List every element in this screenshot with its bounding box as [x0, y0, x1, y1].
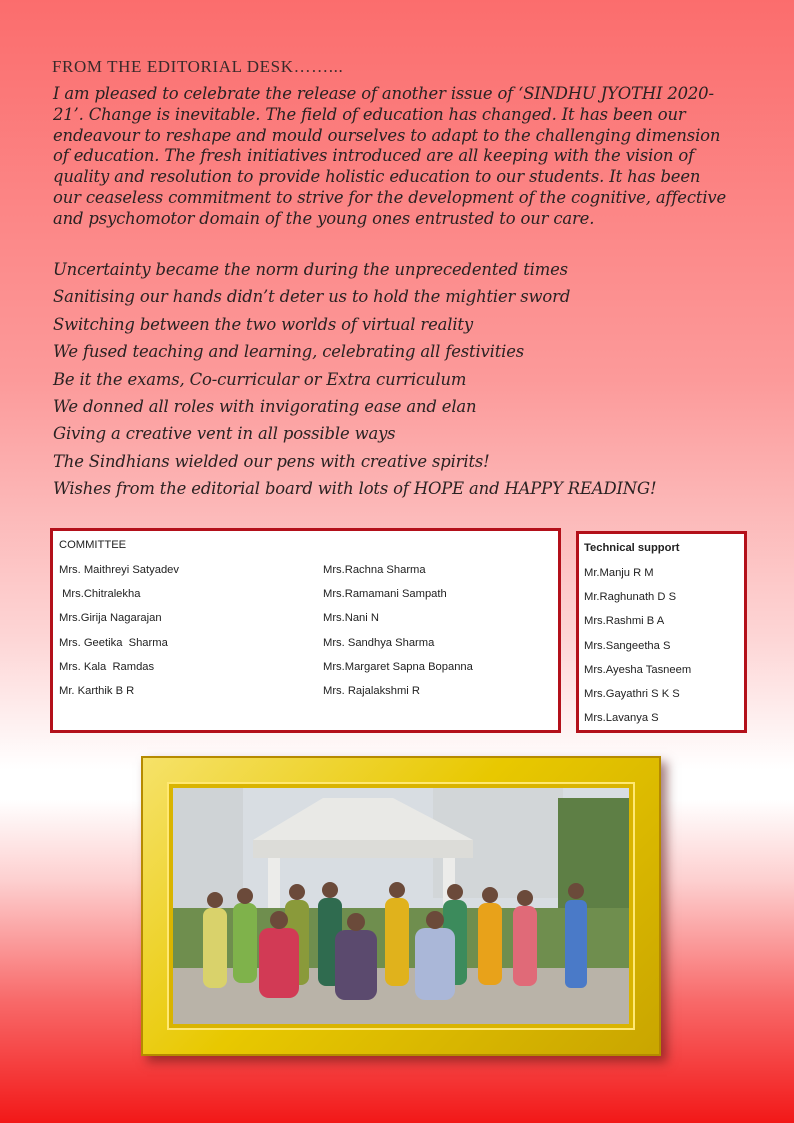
- committee-member: Mrs. Maithreyi Satyadev: [59, 564, 179, 576]
- committee-column-two: [323, 563, 473, 708]
- poem-line: Uncertainty became the norm during the unprecedented times: [53, 260, 568, 279]
- technical-support-member: Mrs.Rashmi B A: [584, 615, 665, 628]
- committee-member: Mrs.Margaret Sapna Bopanna: [323, 660, 473, 673]
- group-photo: [173, 788, 629, 1024]
- technical-support-member: Mr.Raghunath D S: [584, 591, 677, 604]
- technical-support-member: Mrs.Sangeetha S: [584, 639, 671, 652]
- editorial-heading: FROM THE EDITORIAL DESK……...: [52, 57, 344, 76]
- poem-line: Wishes from the editorial board with lots of HOPE and HAPPY READING!: [53, 479, 657, 499]
- poem-line: Giving a creative vent in all possible ways: [53, 424, 396, 444]
- committee-member: Mrs. Rajalakshmi R: [323, 684, 420, 697]
- committee-column-one: [59, 563, 179, 708]
- technical-support-member: Mrs.Lavanya S: [584, 712, 659, 725]
- poem-line: The Sindhians wielded our pens with creative spirits!: [53, 451, 490, 471]
- technical-support-member: Mr.Manju R M: [584, 567, 654, 579]
- committee-member: Mrs. Geetika Sharma: [59, 636, 168, 649]
- committee-title: COMMITTEE: [59, 539, 127, 551]
- poem-line: We fused teaching and learning, celebrating all festivities: [53, 342, 525, 362]
- committee-member: Mrs.Nani N: [323, 612, 379, 625]
- photo-frame: [141, 756, 661, 1056]
- poem-line: Be it the exams, Co-curricular or Extra curriculum: [53, 369, 467, 389]
- technical-support-list: [584, 566, 691, 735]
- photo-frame-inner: [169, 784, 633, 1028]
- committee-member: Mrs.Chitralekha: [59, 588, 141, 601]
- technical-support-member: Mrs.Gayathri S K S: [584, 687, 680, 700]
- editorial-poem: [53, 256, 656, 503]
- poem-line: We donned all roles with invigorating ease and elan: [53, 396, 477, 416]
- technical-support-member: Mrs.Ayesha Tasneem: [584, 663, 692, 676]
- committee-member: Mr. Karthik B R: [59, 684, 135, 697]
- poem-line: Sanitising our hands didn’t deter us to hold the mightier sword: [53, 287, 571, 307]
- committee-member: Mrs.Ramamani Sampath: [323, 588, 447, 601]
- committee-member: Mrs.Girija Nagarajan: [59, 612, 162, 625]
- committee-member: Mrs. Kala Ramdas: [59, 660, 155, 673]
- editorial-paragraph: I am pleased to celebrate the release of another issue of ‘SINDHU JYOTHI 2020-21’. Change is inevitable. The field of education has changed. It has been our endeavour to reshape and mould ourselves to adapt to the challenging dimension of education. The fresh initiatives introduced are all keeping with the vision of quality and resolution to provide holistic education to our students. It has been our ceaseless commitment to strive for the development of the cognitive, affective and psychomotor domain of the young ones entrusted to our care.: [53, 84, 727, 228]
- technical-support-title: Technical support: [584, 542, 680, 554]
- left-building: [173, 788, 243, 908]
- committee-member: Mrs. Sandhya Sharma: [323, 636, 435, 649]
- group-photo-illustration: [173, 788, 629, 1024]
- committee-box: [50, 528, 561, 733]
- technical-support-box: [576, 531, 747, 733]
- gazebo-eave: [253, 840, 473, 858]
- committee-member: Mrs.Rachna Sharma: [323, 564, 426, 576]
- poem-line: Switching between the two worlds of virtual reality: [53, 314, 473, 334]
